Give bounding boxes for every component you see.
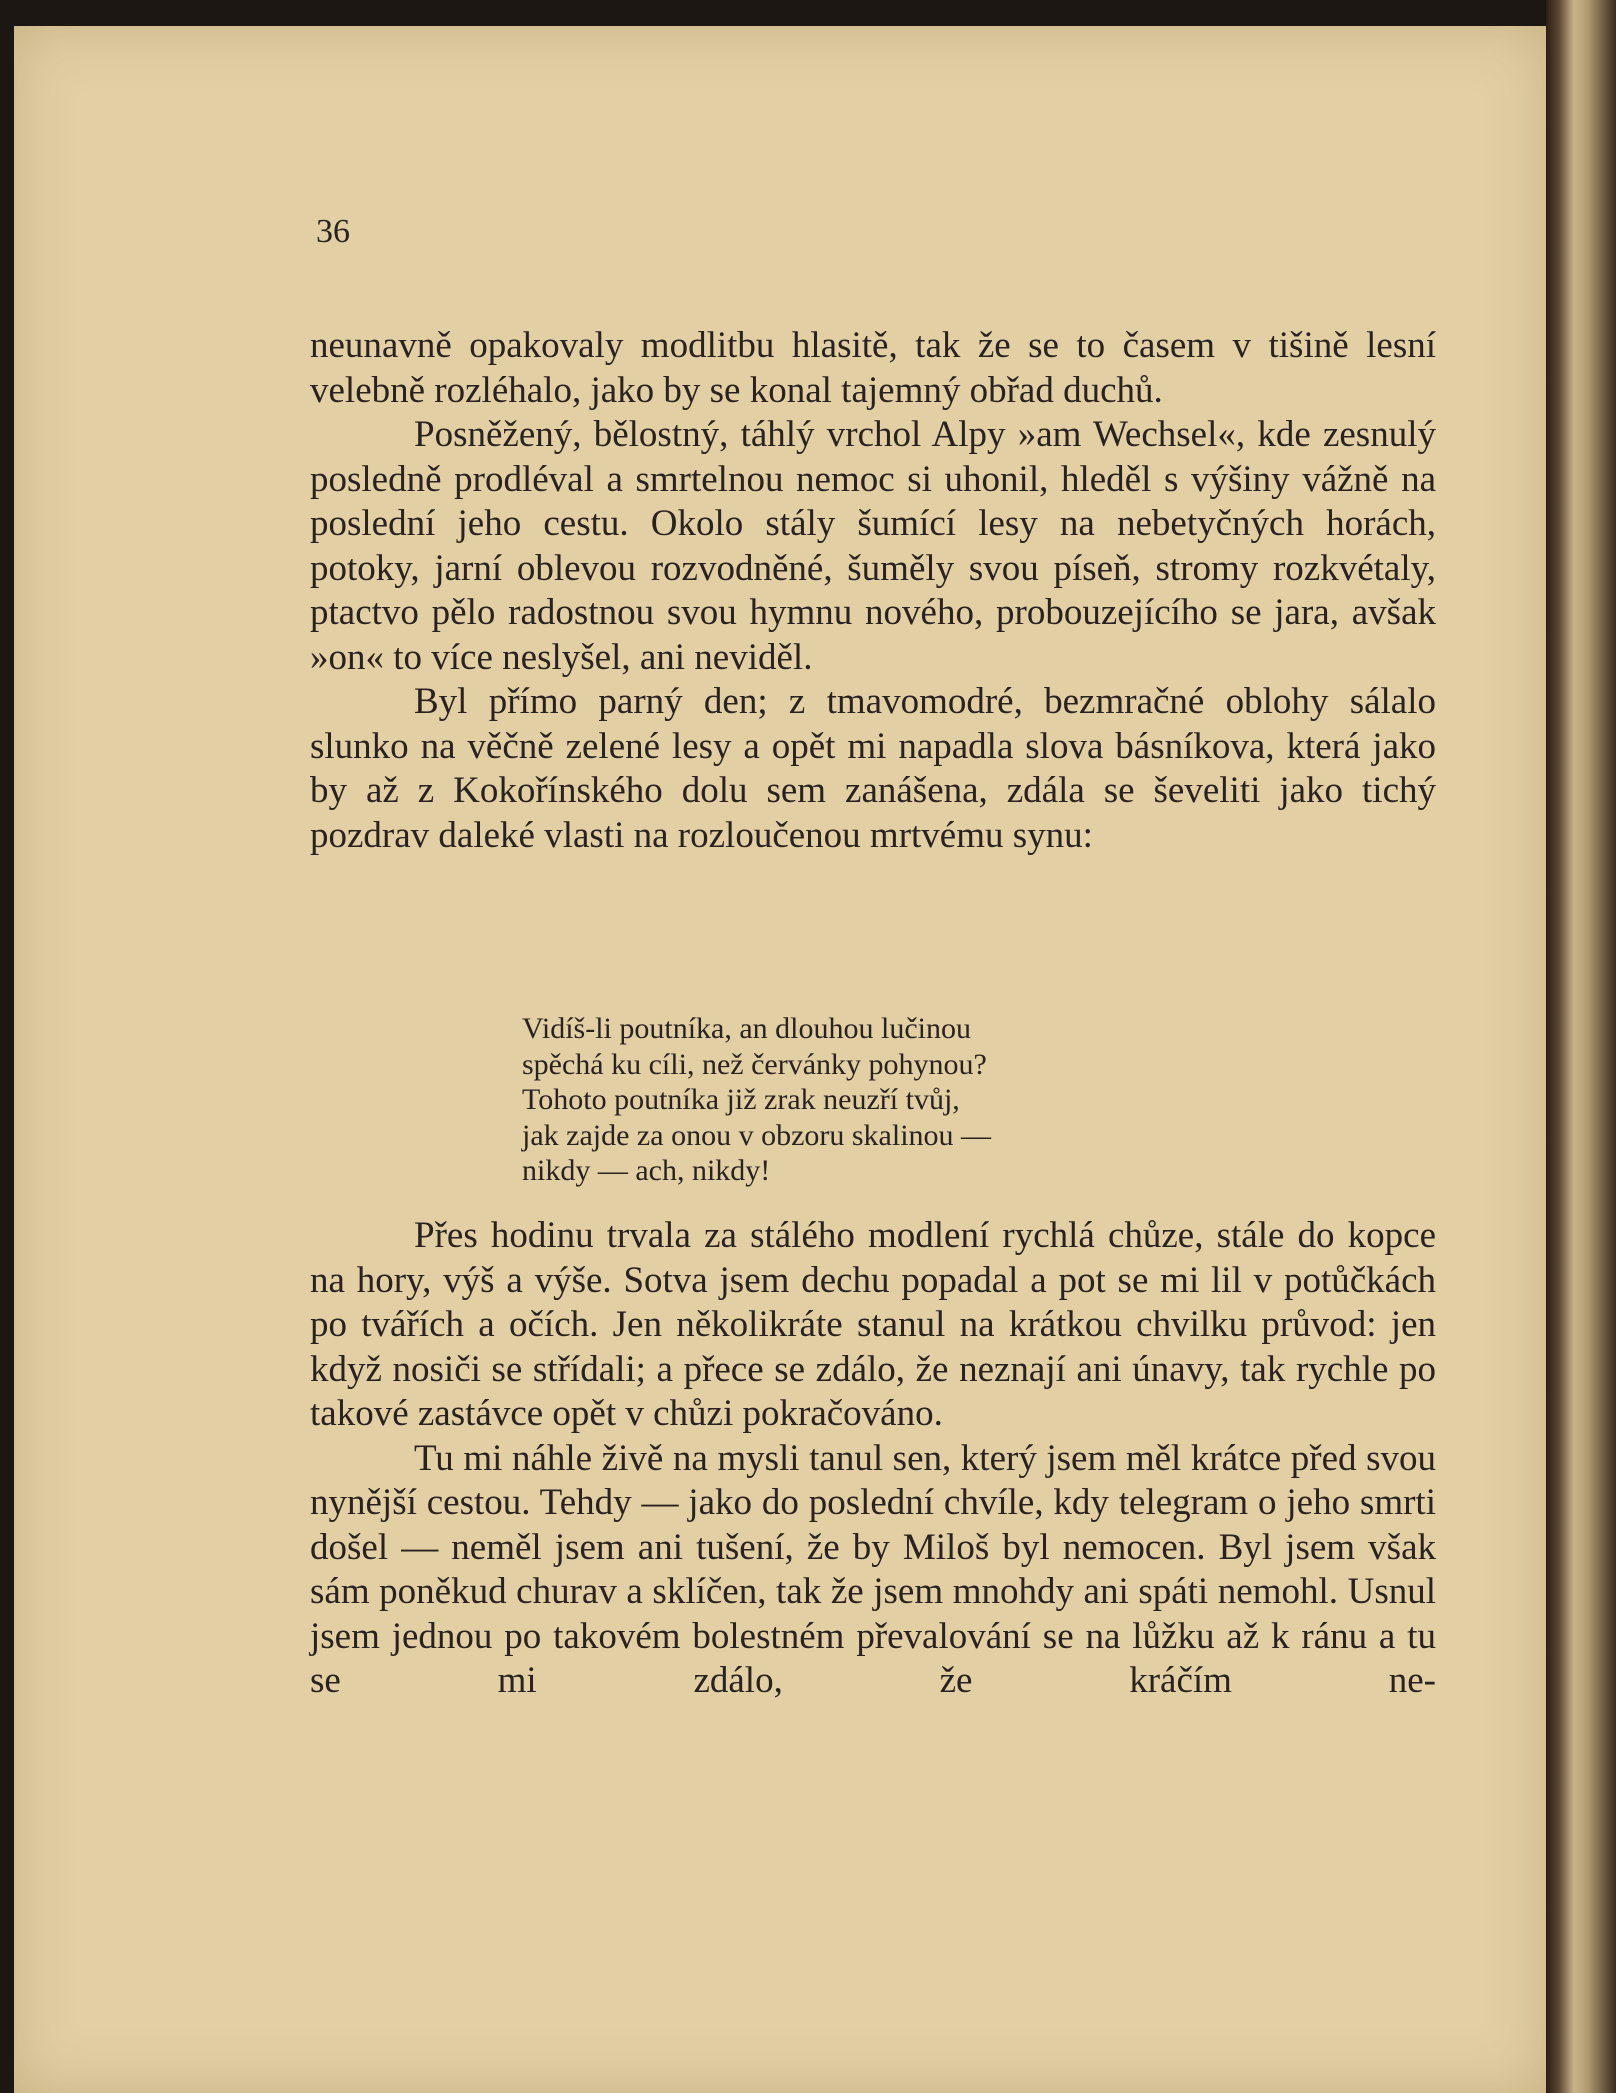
poem-line: nikdy — ach, nikdy! (522, 1154, 771, 1187)
poem-quote (522, 1011, 1222, 1189)
paragraph-chuze: Přes hodinu trvala za stálého modlení rychlá chůze, stále do kopce na hory, výš a výše. Sotva jsem dechu popadal a pot se mi lil v potůčkách po tvářích a očích. Jen několikráte stanul na krátkou chvilku průvod: jen když nosiči se střídali; a přece se zdálo, že neznají ani únavy, tak rychle po takové zastávce opět v chůzi pokračováno. (310, 1215, 1436, 1434)
text-block-lower (310, 1214, 1436, 1704)
text-block-upper (310, 324, 1436, 858)
book-spine-edge (1546, 0, 1616, 2093)
paragraph-parny-den: Byl přímo parný den; z tmavomodré, bezmračné oblohy sálalo slunko na věčně zelené lesy a opět mi napadla slova básníkova, která jako by až z Kokořínského dolu sem zanášena, zdála se ševeliti jako tichý pozdrav daleké vlasti na rozloučenou mrtvému synu: (310, 681, 1436, 856)
paragraph-alpy: Posněžený, bělostný, táhlý vrchol Alpy »am Wechsel«, kde zesnulý posledně prodléval a smrtelnou nemoc si uhonil, hleděl s výšiny vážně na poslední jeho cestu. Okolo stály šumící lesy na nebetyčných horách, potoky, jarní oblevou rozvodněné, šuměly svou píseň, stromy rozkvétaly, ptactvo pělo radostnou svou hymnu nového, probouzejícího se jara, avšak »on« to více neslyšel, ani neviděl. (310, 414, 1436, 678)
poem-line: jak zajde za onou v obzoru skalinou — (522, 1118, 992, 1152)
poem-line: Tohoto poutníka již zrak neuzří tvůj, (522, 1083, 960, 1116)
poem-line: spěchá ku cíli, než červánky pohynou? (522, 1047, 987, 1081)
paragraph-sen: Tu mi náhle živě na mysli tanul sen, který jsem měl krátce před svou nynější cestou. Tehdy — jako do poslední chvíle, kdy telegram o jeho smrti došel — neměl jsem ani tušení, že by Miloš byl nemocen. Byl jsem však sám poněkud churav a sklíčen, tak že jsem mnohdy ani spáti nemohl. Usnul jsem jednou po takovém bolestném převalování se na lůžku až k ránu a tu se mi zdálo, že kráčím ne- (310, 1437, 1436, 1701)
paragraph-continuation: neunavně opakovaly modlitbu hlasitě, tak že se to časem v tišině lesní velebně rozléhalo, jako by se konal tajemný obřad duchů. (310, 325, 1436, 411)
book-page (14, 26, 1546, 2093)
page-number: 36 (316, 213, 350, 250)
poem-line: Vidíš-li poutníka, an dlouhou lučinou (522, 1012, 971, 1045)
